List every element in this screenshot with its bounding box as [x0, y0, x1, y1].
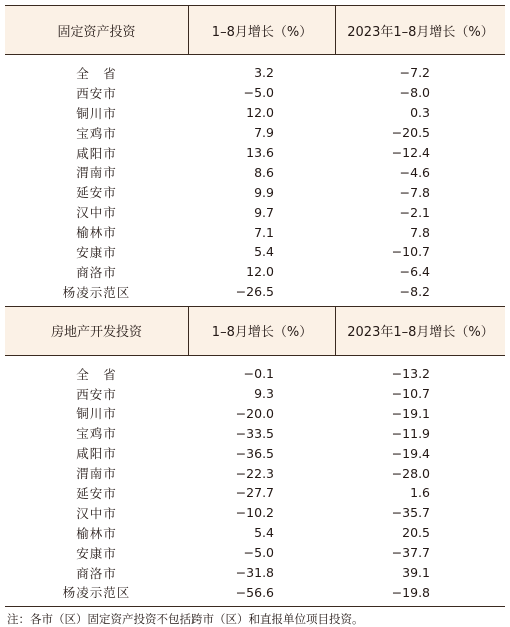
prior-year-growth-value: −13.2	[391, 366, 430, 382]
growth-value: −31.8	[235, 565, 274, 581]
prior-year-growth-value: −37.7	[391, 545, 430, 561]
table-row	[5, 202, 505, 222]
region-name: 榆林市	[76, 225, 117, 241]
prior-year-growth-value: −2.1	[399, 204, 430, 220]
growth-value: 3.2	[254, 65, 274, 81]
prior-year-growth-value: −20.5	[391, 125, 430, 141]
growth-value: 7.9	[254, 125, 274, 141]
table-row	[5, 463, 505, 483]
prior-year-growth-value: −19.1	[391, 405, 430, 421]
prior-year-growth-value: −10.7	[391, 244, 430, 260]
table-row	[5, 523, 505, 543]
realestate-header-col2: 2023年1–8月增长（%）	[335, 307, 505, 355]
prior-year-growth-value: 39.1	[402, 565, 430, 581]
region-name: 西安市	[76, 386, 117, 402]
growth-value: −10.2	[235, 505, 274, 521]
growth-value: 9.9	[254, 184, 274, 200]
table-row	[5, 443, 505, 463]
region-name: 商洛市	[76, 565, 117, 581]
table-row	[5, 103, 505, 123]
growth-value: 9.3	[254, 386, 274, 402]
region-name: 榆林市	[76, 525, 117, 541]
growth-value: −22.3	[235, 465, 274, 481]
table-row	[5, 364, 505, 384]
realestate-header-col1: 1–8月增长（%）	[188, 307, 335, 355]
table-row	[5, 563, 505, 583]
growth-value: −20.0	[235, 405, 274, 421]
prior-year-growth-value: −8.2	[399, 284, 430, 300]
region-name: 宝鸡市	[76, 426, 117, 442]
table-row	[5, 582, 505, 602]
growth-value: 7.1	[254, 224, 274, 240]
prior-year-growth-value: 0.3	[410, 105, 430, 121]
region-name: 汉中市	[76, 505, 117, 521]
region-name: 杨凌示范区	[62, 585, 131, 601]
table-row	[5, 384, 505, 404]
growth-value: −26.5	[235, 284, 274, 300]
table-row	[5, 123, 505, 143]
realestate-investment-rows	[5, 356, 505, 607]
prior-year-growth-value: −35.7	[391, 505, 430, 521]
table-row	[5, 222, 505, 242]
prior-year-growth-value: −4.6	[399, 164, 430, 180]
region-name: 咸阳市	[76, 446, 117, 462]
growth-value: −27.7	[235, 485, 274, 501]
prior-year-growth-value: −10.7	[391, 386, 430, 402]
growth-value: 5.4	[254, 244, 274, 260]
growth-value: 8.6	[254, 164, 274, 180]
region-name: 渭南市	[76, 165, 117, 181]
table-row	[5, 503, 505, 523]
prior-year-growth-value: −7.2	[399, 65, 430, 81]
prior-year-growth-value: −8.0	[399, 85, 430, 101]
prior-year-growth-value: 20.5	[402, 525, 430, 541]
table-row	[5, 83, 505, 103]
growth-value: 5.4	[254, 525, 274, 541]
growth-value: 9.7	[254, 204, 274, 220]
fixed-header-name: 固定资产投资	[57, 24, 136, 40]
table-row	[5, 403, 505, 423]
region-name: 延安市	[76, 485, 117, 501]
region-name: 全 省	[76, 366, 117, 382]
fixed-header-col1: 1–8月增长（%）	[188, 6, 335, 54]
prior-year-growth-value: −12.4	[391, 145, 430, 160]
region-name: 全 省	[76, 65, 117, 81]
region-name: 延安市	[76, 185, 117, 201]
region-name: 宝鸡市	[76, 125, 117, 141]
fixed-header-col2: 2023年1–8月增长（%）	[335, 6, 505, 54]
investment-table	[5, 5, 505, 627]
region-name: 咸阳市	[76, 145, 117, 161]
table-row	[5, 143, 505, 163]
table-row	[5, 63, 505, 83]
region-name: 安康市	[76, 545, 117, 561]
growth-value: −56.6	[235, 584, 274, 600]
table-row	[5, 242, 505, 262]
table-row	[5, 262, 505, 282]
region-name: 商洛市	[76, 264, 117, 280]
table-row	[5, 162, 505, 182]
growth-value: −5.0	[243, 85, 274, 101]
prior-year-growth-value: −28.0	[391, 465, 430, 481]
growth-value: −33.5	[235, 425, 274, 441]
region-name: 汉中市	[76, 205, 117, 221]
prior-year-growth-value: 7.8	[410, 224, 430, 240]
prior-year-growth-value: −19.8	[391, 584, 430, 600]
region-name: 西安市	[76, 85, 117, 101]
region-name: 杨凌示范区	[62, 284, 131, 300]
prior-year-growth-value: −19.4	[391, 445, 430, 461]
growth-value: 12.0	[246, 105, 274, 121]
table-footnote: 注：各市（区）固定资产投资不包括跨市（区）和直报单位项目投资。	[5, 606, 505, 627]
table-row	[5, 423, 505, 443]
growth-value: −5.0	[243, 545, 274, 561]
table-row	[5, 282, 505, 302]
region-name: 安康市	[76, 244, 117, 260]
table-row	[5, 543, 505, 563]
realestate-investment-header	[5, 306, 505, 356]
table-row	[5, 483, 505, 503]
growth-value: 13.6	[246, 145, 274, 160]
fixed-investment-rows	[5, 55, 505, 306]
region-name: 铜川市	[76, 406, 117, 422]
realestate-header-name: 房地产开发投资	[50, 325, 142, 341]
fixed-investment-header	[5, 5, 505, 55]
growth-value: −36.5	[235, 445, 274, 461]
prior-year-growth-value: −11.9	[391, 425, 430, 441]
region-name: 渭南市	[76, 466, 117, 482]
prior-year-growth-value: −7.8	[399, 184, 430, 200]
prior-year-growth-value: −6.4	[399, 264, 430, 280]
prior-year-growth-value: 1.6	[410, 485, 430, 501]
region-name: 铜川市	[76, 105, 117, 121]
table-row	[5, 182, 505, 202]
growth-value: 12.0	[246, 264, 274, 280]
growth-value: −0.1	[243, 366, 274, 382]
